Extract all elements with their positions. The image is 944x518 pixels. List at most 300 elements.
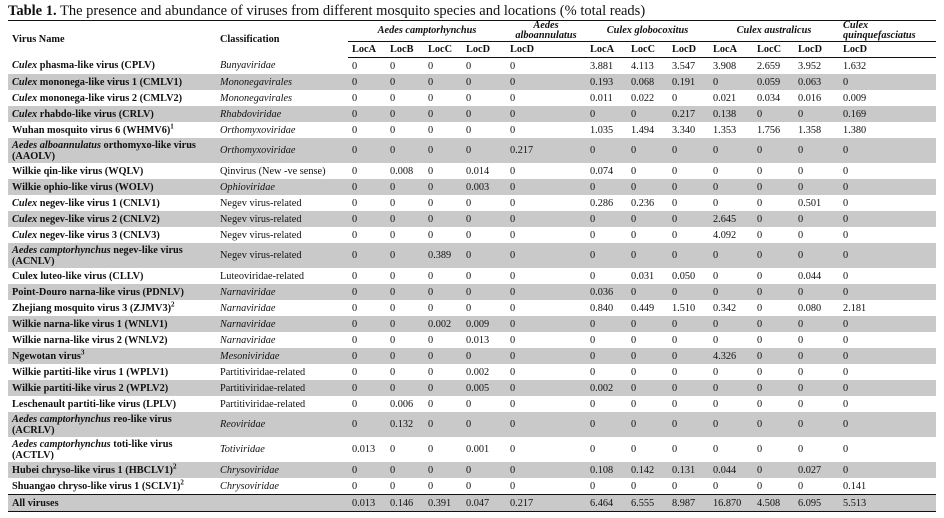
abundance-value: 0 xyxy=(631,444,637,455)
abundance-value: 0 xyxy=(428,334,434,346)
classification-cell: Partitiviridae-related xyxy=(216,380,348,396)
abundance-value: 0.005 xyxy=(462,380,506,396)
abundance-value: 0 xyxy=(424,380,462,396)
abundance-value: 0 xyxy=(668,380,709,396)
virus-name-cell xyxy=(8,332,216,348)
abundance-value: 0 xyxy=(428,366,434,378)
abundance-value: 0 xyxy=(462,412,506,437)
virus-name-text: negev-like virus 3 (CNLV3) xyxy=(37,229,160,241)
abundance-value: 0.059 xyxy=(753,74,794,90)
abundance-value: 0 xyxy=(424,211,462,227)
abundance-value: 0 xyxy=(843,334,849,346)
abundance-value: 0 xyxy=(794,380,839,396)
header-location: LocC xyxy=(753,42,794,58)
abundance-value: 0 xyxy=(428,302,434,314)
abundance-value: 0 xyxy=(631,480,637,492)
abundance-value: 0.002 xyxy=(424,316,462,332)
abundance-value: 0 xyxy=(709,243,753,268)
classification-cell: Mononegavirales xyxy=(220,92,293,104)
abundance-value: 0.003 xyxy=(462,179,506,195)
abundance-value: 0 xyxy=(794,179,839,195)
abundance-value: 0 xyxy=(510,444,516,455)
header-virus-name: Virus Name xyxy=(8,21,216,58)
abundance-value: 0 xyxy=(713,270,719,282)
classification-cell: Narnaviridae xyxy=(220,302,276,314)
classification-cell: Negev virus-related xyxy=(220,229,302,241)
classification-cell: Orthomyxoviridae xyxy=(216,138,348,163)
virus-name-text: Wilkie qin-like virus (WQLV) xyxy=(12,165,144,177)
abundance-value: 0 xyxy=(839,380,936,396)
abundance-value: 0 xyxy=(753,462,794,478)
abundance-value: 0 xyxy=(462,106,506,122)
virus-name-text: orthomyxo-like virus (AAOLV) xyxy=(12,139,196,162)
virus-name-genus: Culex xyxy=(12,108,38,120)
abundance-value: 0 xyxy=(348,412,386,437)
virus-name-text: Hubei chryso-like virus 1 (HBCLV1) xyxy=(12,464,173,476)
abundance-value: 0 xyxy=(428,60,434,72)
abundance-value: 0 xyxy=(348,211,386,227)
table-row xyxy=(8,58,936,75)
virus-name-text: rhabdo-like virus (CRLV) xyxy=(37,108,154,120)
abundance-value: 0 xyxy=(510,229,516,241)
abundance-value: 0 xyxy=(466,197,472,209)
table-row xyxy=(8,478,936,495)
abundance-value: 0 xyxy=(506,106,586,122)
table-row xyxy=(8,74,936,90)
abundance-value: 0 xyxy=(843,229,849,241)
abundance-value: 0 xyxy=(428,124,434,136)
classification-cell: Narnaviridae xyxy=(220,334,276,346)
abundance-value: 0 xyxy=(466,124,472,136)
abundance-value: 0 xyxy=(709,284,753,300)
header-location: LocC xyxy=(627,42,668,58)
abundance-value: 0 xyxy=(839,211,936,227)
abundance-value: 0 xyxy=(757,480,763,492)
abundance-value: 0 xyxy=(586,179,627,195)
abundance-value: 0 xyxy=(753,243,794,268)
abundance-value: 0 xyxy=(586,243,627,268)
abundance-value: 0.014 xyxy=(466,165,490,177)
abundance-value: 0 xyxy=(390,366,396,378)
abundance-value: 0 xyxy=(348,106,386,122)
header-location: LocD xyxy=(462,42,506,58)
table-row xyxy=(8,462,936,478)
abundance-value: 0 xyxy=(839,179,936,195)
virus-name-genus: Culex xyxy=(12,60,38,72)
virus-name-cell xyxy=(8,58,216,75)
abundance-value: 0 xyxy=(390,229,396,241)
abundance-value: 0 xyxy=(798,366,804,378)
abundance-value: 0 xyxy=(390,60,396,72)
abundance-value: 0 xyxy=(466,229,472,241)
abundance-value: 0 xyxy=(668,243,709,268)
abundance-value: 0 xyxy=(428,197,434,209)
abundance-value: 0 xyxy=(466,480,472,492)
footnote-marker: 2 xyxy=(171,300,175,309)
total-value: 6.555 xyxy=(627,495,668,512)
total-value: 6.095 xyxy=(794,495,839,512)
abundance-value: 0 xyxy=(672,92,678,104)
table-row xyxy=(8,348,936,364)
abundance-value: 0 xyxy=(386,138,424,163)
abundance-value: 0 xyxy=(839,348,936,364)
abundance-value: 0 xyxy=(668,138,709,163)
abundance-value: 0 xyxy=(753,316,794,332)
abundance-value: 0.132 xyxy=(386,412,424,437)
virus-name-cell xyxy=(8,348,216,364)
abundance-value: 0 xyxy=(839,316,936,332)
table-row xyxy=(8,243,936,268)
abundance-value: 0 xyxy=(352,366,358,378)
abundance-value: 0.217 xyxy=(506,138,586,163)
abundance-value: 0 xyxy=(709,138,753,163)
abundance-value: 0 xyxy=(352,398,358,410)
virus-name-cell xyxy=(8,478,216,495)
abundance-value: 3.952 xyxy=(798,60,822,72)
abundance-value: 0 xyxy=(757,398,763,410)
classification-cell: Bunyaviridae xyxy=(220,60,276,72)
virus-name-cell xyxy=(8,364,216,380)
abundance-value: 0 xyxy=(348,243,386,268)
abundance-value: 0 xyxy=(672,480,678,492)
abundance-value: 4.113 xyxy=(631,60,654,72)
virus-name-cell xyxy=(8,437,216,462)
abundance-value: 0.022 xyxy=(631,92,655,104)
abundance-value: 0 xyxy=(843,165,849,177)
abundance-value: 0 xyxy=(506,316,586,332)
abundance-value: 0.034 xyxy=(757,92,781,104)
abundance-value: 0 xyxy=(672,334,678,346)
virus-name-cell xyxy=(8,227,216,243)
abundance-value: 0.013 xyxy=(352,444,376,455)
abundance-value: 0 xyxy=(428,92,434,104)
classification-cell: Negev virus-related xyxy=(220,197,302,209)
abundance-value: 0 xyxy=(668,179,709,195)
abundance-value: 0 xyxy=(390,302,396,314)
abundance-value: 0 xyxy=(386,243,424,268)
abundance-value: 0 xyxy=(753,106,794,122)
abundance-value: 0 xyxy=(713,366,719,378)
abundance-value: 0 xyxy=(462,74,506,90)
abundance-value: 3.340 xyxy=(672,124,696,136)
virus-name-genus: Culex xyxy=(12,197,38,209)
header-group-aedes-camptorhynchus: Aedes camptorhynchus xyxy=(348,21,506,42)
total-value: 16.870 xyxy=(709,495,753,512)
abundance-value: 0.342 xyxy=(713,302,737,314)
virus-name-cell xyxy=(8,316,216,332)
virus-name-genus: Aedes camptorhynchus xyxy=(12,413,111,425)
abundance-value: 0 xyxy=(590,366,596,378)
abundance-value: 0 xyxy=(352,124,358,136)
abundance-value: 0 xyxy=(713,165,719,177)
total-value: 5.513 xyxy=(839,495,936,512)
abundance-value: 0 xyxy=(386,462,424,478)
abundance-value: 0 xyxy=(709,316,753,332)
abundance-value: 0 xyxy=(757,229,763,241)
abundance-value: 0 xyxy=(510,480,516,492)
abundance-value: 0.449 xyxy=(631,302,655,314)
abundance-value: 0.044 xyxy=(798,270,822,282)
total-value: 0.013 xyxy=(348,495,386,512)
header-group-culex-globocoxitus: Culex globocoxitus xyxy=(586,21,709,42)
abundance-value: 0 xyxy=(798,334,804,346)
header-group-culex-australicus: Culex australicus xyxy=(709,21,839,42)
footnote-marker: 2 xyxy=(180,478,184,487)
classification-cell: Partitiviridae-related xyxy=(220,398,306,410)
table-row xyxy=(8,437,936,462)
abundance-value: 0.236 xyxy=(631,197,655,209)
total-value: 8.987 xyxy=(668,495,709,512)
abundance-value: 0 xyxy=(668,316,709,332)
abundance-value: 0.016 xyxy=(798,92,822,104)
abundance-value: 0 xyxy=(631,165,637,177)
abundance-value: 0.008 xyxy=(390,165,414,177)
abundance-value: 1.494 xyxy=(631,124,655,136)
abundance-value: 0 xyxy=(672,165,678,177)
classification-cell: Ophioviridae xyxy=(216,179,348,195)
header-location: LocA xyxy=(348,42,386,58)
abundance-value: 0 xyxy=(631,334,637,346)
abundance-value: 0.142 xyxy=(627,462,668,478)
abundance-value: 0.044 xyxy=(709,462,753,478)
abundance-value: 0 xyxy=(466,92,472,104)
abundance-value: 0 xyxy=(757,334,763,346)
classification-cell: Narnaviridae xyxy=(216,284,348,300)
abundance-value: 0 xyxy=(627,412,668,437)
abundance-value: 0 xyxy=(590,444,596,455)
total-value: 0.217 xyxy=(506,495,586,512)
abundance-value: 0 xyxy=(352,197,358,209)
abundance-value: 0 xyxy=(428,398,434,410)
virus-name-text: Wilkie partiti-like virus 1 (WPLV1) xyxy=(12,366,169,378)
abundance-value: 1.353 xyxy=(713,124,737,136)
abundance-value: 0 xyxy=(794,316,839,332)
abundance-value: 0 xyxy=(586,348,627,364)
table-row xyxy=(8,316,936,332)
abundance-value: 0 xyxy=(510,124,516,136)
abundance-value: 0 xyxy=(506,74,586,90)
abundance-value: 0.006 xyxy=(390,398,414,410)
virus-name-cell xyxy=(8,90,216,106)
virus-name-text: negev-like virus 2 (CNLV2) xyxy=(37,213,160,225)
virus-name-text: Point-Douro narna-like virus (PDNLV) xyxy=(12,286,184,298)
virus-name-cell xyxy=(8,138,216,163)
table-caption xyxy=(8,3,645,20)
table-row xyxy=(8,138,936,163)
header-location: LocA xyxy=(709,42,753,58)
abundance-value: 0.138 xyxy=(709,106,753,122)
abundance-value: 0 xyxy=(348,284,386,300)
abundance-value: 0.840 xyxy=(590,302,614,314)
abundance-value: 0 xyxy=(590,270,596,282)
abundance-value: 0 xyxy=(590,480,596,492)
abundance-value: 4.092 xyxy=(713,229,737,241)
abundance-value: 0.013 xyxy=(466,334,490,346)
abundance-value: 0 xyxy=(510,302,516,314)
virus-name-genus: Culex xyxy=(12,92,38,104)
abundance-value: 0 xyxy=(627,348,668,364)
abundance-value: 0 xyxy=(586,106,627,122)
abundance-value: 0 xyxy=(753,284,794,300)
classification-cell: Partitiviridae-related xyxy=(220,366,306,378)
abundance-value: 0 xyxy=(510,92,516,104)
abundance-value: 0 xyxy=(794,412,839,437)
abundance-value: 0 xyxy=(352,60,358,72)
footnote-marker: 1 xyxy=(170,122,174,131)
abundance-value: 0 xyxy=(510,334,516,346)
abundance-value: 0 xyxy=(510,398,516,410)
virus-name-genus: Culex xyxy=(12,229,38,241)
abundance-value: 0 xyxy=(757,444,763,455)
virus-name-text: Wilkie narna-like virus 1 (WNLV1) xyxy=(12,318,168,330)
abundance-value: 1.380 xyxy=(843,124,867,136)
table-caption-text: The presence and abundance of viruses from different mosquito species and locations (% total reads) xyxy=(56,3,646,19)
abundance-value: 0.108 xyxy=(586,462,627,478)
classification-cell: Totiviridae xyxy=(220,444,265,455)
abundance-value: 0 xyxy=(794,106,839,122)
table-row xyxy=(8,90,936,106)
total-value: 0.047 xyxy=(462,495,506,512)
abundance-value: 0 xyxy=(348,380,386,396)
abundance-value: 2.181 xyxy=(843,302,867,314)
virus-name-cell xyxy=(8,396,216,412)
abundance-value: 0 xyxy=(709,380,753,396)
abundance-value: 0 xyxy=(428,444,434,455)
abundance-value: 1.358 xyxy=(798,124,822,136)
abundance-value: 0 xyxy=(713,334,719,346)
classification-cell: Mesoniviridae xyxy=(216,348,348,364)
abundance-value: 0 xyxy=(713,398,719,410)
virus-name-text: negev-like virus (ACNLV) xyxy=(12,244,183,267)
classification-cell: Reoviridae xyxy=(216,412,348,437)
abundance-value: 0 xyxy=(631,229,637,241)
abundance-value: 4.326 xyxy=(709,348,753,364)
virus-name-text: mononega-like virus 1 (CMLV1) xyxy=(37,76,183,88)
virus-name-text: Wilkie narna-like virus 2 (WNLV2) xyxy=(12,334,168,346)
table-label: Table 1. xyxy=(8,3,57,19)
abundance-value: 1.510 xyxy=(672,302,696,314)
abundance-value: 0 xyxy=(713,197,719,209)
abundance-value: 0 xyxy=(390,480,396,492)
abundance-value: 0.009 xyxy=(843,92,867,104)
abundance-value: 0 xyxy=(590,398,596,410)
header-location: LocC xyxy=(424,42,462,58)
virus-name-cell xyxy=(8,284,216,300)
abundance-value: 0 xyxy=(386,106,424,122)
abundance-value: 0 xyxy=(586,211,627,227)
abundance-value: 0.021 xyxy=(713,92,737,104)
abundance-value: 0.501 xyxy=(798,197,822,209)
abundance-value: 3.547 xyxy=(672,60,696,72)
abundance-value: 0 xyxy=(428,270,434,282)
virus-name-cell xyxy=(8,243,216,268)
table-row xyxy=(8,396,936,412)
abundance-value: 0.036 xyxy=(586,284,627,300)
header-location: LocD xyxy=(668,42,709,58)
virus-name-text: mononega-like virus 2 (CMLV2) xyxy=(37,92,183,104)
abundance-value: 0.002 xyxy=(586,380,627,396)
abundance-value: 0 xyxy=(586,316,627,332)
total-value: 0.391 xyxy=(424,495,462,512)
abundance-value: 0 xyxy=(627,138,668,163)
abundance-value: 0 xyxy=(352,302,358,314)
abundance-value: 0.050 xyxy=(672,270,696,282)
abundance-value: 0 xyxy=(709,179,753,195)
abundance-value: 0 xyxy=(424,138,462,163)
classification-cell: Chrysoviridae xyxy=(216,462,348,478)
virus-name-text: reo-like virus (ACRLV) xyxy=(12,413,172,436)
classification-cell: Luteoviridae-related xyxy=(220,270,305,282)
abundance-value: 0.193 xyxy=(586,74,627,90)
total-value: 0.146 xyxy=(386,495,424,512)
virus-name-text: Leschenault partiti-like virus (LPLV) xyxy=(12,398,177,410)
table-row xyxy=(8,122,936,138)
abundance-value: 0 xyxy=(668,348,709,364)
abundance-value: 0 xyxy=(668,284,709,300)
abundance-value: 0 xyxy=(428,229,434,241)
abundance-value: 0.389 xyxy=(424,243,462,268)
abundance-value: 0 xyxy=(798,480,804,492)
abundance-value: 0 xyxy=(510,60,516,72)
abundance-value: 0.002 xyxy=(466,366,490,378)
abundance-value: 0 xyxy=(709,412,753,437)
abundance-value: 0.063 xyxy=(794,74,839,90)
header-row-groups xyxy=(8,21,936,42)
abundance-value: 1.756 xyxy=(757,124,781,136)
virus-name-genus: Aedes camptorhynchus xyxy=(12,438,111,450)
virus-name-cell xyxy=(8,268,216,284)
abundance-value: 0 xyxy=(348,316,386,332)
abundance-value: 0 xyxy=(428,480,434,492)
abundance-value: 0 xyxy=(798,229,804,241)
table-row xyxy=(8,268,936,284)
abundance-value: 0 xyxy=(794,348,839,364)
classification-cell: Negev virus-related xyxy=(216,243,348,268)
virus-name-text: Ngewotan virus xyxy=(12,350,81,362)
abundance-value: 0 xyxy=(390,270,396,282)
header-group-culex-quinquefasciatus: Culex quinquefasciatus xyxy=(839,21,936,42)
abundance-value: 0 xyxy=(627,243,668,268)
abundance-value: 0 xyxy=(839,243,936,268)
virus-name-text: Wilkie partiti-like virus 2 (WPLV2) xyxy=(12,382,169,394)
abundance-value: 0.080 xyxy=(798,302,822,314)
abundance-value: 0 xyxy=(794,243,839,268)
abundance-value: 0.131 xyxy=(668,462,709,478)
classification-cell: Negev virus-related xyxy=(216,211,348,227)
abundance-value: 0 xyxy=(466,60,472,72)
classification-cell: Qinvirus (New -ve sense) xyxy=(220,165,326,177)
table-row xyxy=(8,195,936,211)
abundance-value: 0 xyxy=(709,74,753,90)
abundance-value: 0.286 xyxy=(590,197,614,209)
abundance-value: 0 xyxy=(352,334,358,346)
abundance-value: 0 xyxy=(672,398,678,410)
table-row xyxy=(8,332,936,348)
abundance-value: 0 xyxy=(424,179,462,195)
virus-name-genus: Aedes camptorhynchus xyxy=(12,244,111,256)
abundance-value: 0 xyxy=(798,444,804,455)
virus-abundance-table xyxy=(8,20,936,512)
abundance-value: 0.068 xyxy=(627,74,668,90)
abundance-value: 0 xyxy=(510,197,516,209)
abundance-value: 0 xyxy=(627,316,668,332)
abundance-value: 0 xyxy=(843,366,849,378)
abundance-value: 0 xyxy=(757,302,763,314)
virus-name-cell xyxy=(8,195,216,211)
abundance-value: 0 xyxy=(386,380,424,396)
abundance-value: 0 xyxy=(386,211,424,227)
classification-cell: Rhabdoviridae xyxy=(216,106,348,122)
